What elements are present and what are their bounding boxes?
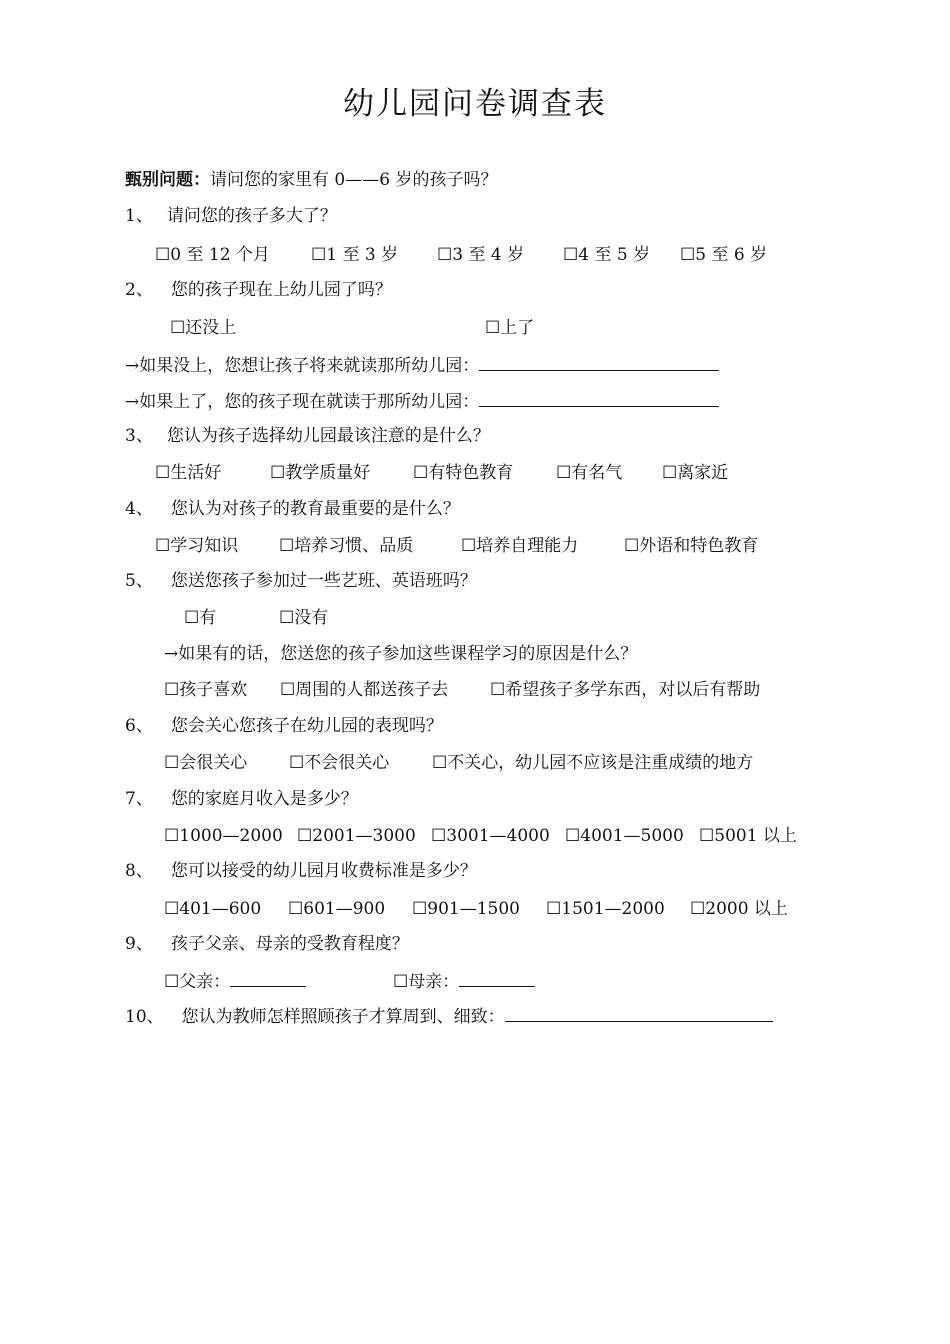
option-label: 孩子喜欢: [179, 680, 248, 700]
question-2: [125, 277, 392, 303]
option-label: 4 至 5 岁: [578, 245, 651, 265]
q2-option-2[interactable]: [485, 315, 534, 341]
checkbox-icon[interactable]: ☐: [311, 245, 327, 265]
option-label: 有名气: [571, 463, 623, 483]
answer-blank[interactable]: [459, 968, 535, 987]
q3-option-1[interactable]: [155, 460, 221, 486]
q1-option-3[interactable]: [437, 242, 524, 268]
option-label: 0 至 12 个月: [170, 245, 270, 265]
checkbox-icon[interactable]: ☐: [289, 753, 305, 773]
option-label: 2000 以上: [705, 899, 788, 919]
screening-text: 请问您的家里有 0——6 岁的孩子吗？: [210, 170, 498, 190]
option-label: 401—600: [179, 899, 262, 919]
q8-option-3[interactable]: [412, 896, 520, 922]
question-text: 您的孩子现在上幼儿园了吗？: [170, 280, 392, 300]
option-label: 有: [199, 608, 217, 628]
checkbox-icon[interactable]: ☐: [164, 680, 180, 700]
q4-option-1[interactable]: [155, 533, 238, 559]
q4-option-2[interactable]: [279, 533, 413, 559]
q1-option-1[interactable]: [155, 242, 270, 268]
q8-option-1[interactable]: [164, 896, 261, 922]
question-4: [125, 496, 460, 522]
checkbox-icon[interactable]: ☐: [170, 318, 186, 338]
question-7: [125, 786, 358, 812]
checkbox-icon[interactable]: ☐: [431, 826, 447, 846]
option-label: 外语和特色教育: [639, 536, 759, 556]
question-number: 4、: [125, 499, 153, 519]
option-label: 601—900: [303, 899, 386, 919]
q6-option-2[interactable]: [289, 750, 389, 776]
option-label: 上了: [500, 318, 535, 338]
q8-option-2[interactable]: [288, 896, 385, 922]
question-text: 您送您孩子参加过一些艺班、英语班吗？: [170, 571, 477, 591]
question-number: 10、: [125, 1007, 164, 1027]
question-9: [125, 931, 409, 957]
checkbox-icon[interactable]: ☐: [155, 463, 171, 483]
q1-option-2[interactable]: [311, 242, 398, 268]
q3-option-2[interactable]: [270, 460, 370, 486]
arrow-icon: →: [125, 356, 140, 376]
q1-option-5[interactable]: [680, 242, 767, 268]
question-5: [125, 568, 477, 594]
checkbox-icon[interactable]: ☐: [288, 899, 304, 919]
question-number: 1、: [125, 206, 153, 226]
checkbox-icon[interactable]: ☐: [565, 826, 581, 846]
question-text: 您会关心您孩子在幼儿园的表现吗？: [170, 716, 443, 736]
option-label: 不会很关心: [304, 753, 390, 773]
question-number: 7、: [125, 789, 153, 809]
followup-text: 如果上了，您的孩子现在就读于那所幼儿园：: [139, 392, 480, 412]
checkbox-icon[interactable]: ☐: [297, 826, 313, 846]
option-label: 希望孩子多学东西，对以后有帮助: [505, 680, 761, 700]
checkbox-icon[interactable]: ☐: [699, 826, 715, 846]
option-label: 5001 以上: [714, 826, 797, 846]
checkbox-icon[interactable]: ☐: [155, 245, 171, 265]
option-label: 1000—2000: [179, 826, 283, 846]
q8-option-5[interactable]: [690, 896, 788, 922]
option-label: 3001—4000: [446, 826, 550, 846]
option-label: 会很关心: [179, 753, 248, 773]
q3-option-5[interactable]: [662, 460, 728, 486]
option-label: 5 至 6 岁: [695, 245, 768, 265]
option-label: 生活好: [170, 463, 222, 483]
question-1: [125, 203, 337, 229]
q3-option-3[interactable]: [413, 460, 513, 486]
option-label: 母亲：: [408, 972, 460, 992]
option-label: 没有: [294, 608, 329, 628]
option-label: 1501—2000: [561, 899, 665, 919]
question-text: 您认为教师怎样照顾孩子才算周到、细致：: [181, 1007, 505, 1027]
option-label: 不关心，幼儿园不应该是注重成绩的地方: [447, 753, 754, 773]
answer-blank[interactable]: [479, 352, 719, 371]
question-number: 5、: [125, 571, 153, 591]
arrow-icon: →: [125, 392, 140, 412]
checkbox-icon[interactable]: ☐: [184, 608, 200, 628]
option-label: 2001—3000: [312, 826, 416, 846]
checkbox-icon[interactable]: ☐: [280, 680, 296, 700]
question-6: [125, 713, 443, 739]
option-label: 4001—5000: [580, 826, 684, 846]
question-text: 您可以接受的幼儿园月收费标准是多少？: [170, 861, 477, 881]
checkbox-icon[interactable]: ☐: [279, 536, 295, 556]
checkbox-icon[interactable]: ☐: [680, 245, 696, 265]
question-3: [125, 423, 490, 449]
option-label: 901—1500: [427, 899, 520, 919]
q7-option-3[interactable]: [431, 823, 550, 849]
checkbox-icon[interactable]: ☐: [556, 463, 572, 483]
answer-blank[interactable]: [230, 968, 306, 987]
q7-option-1[interactable]: [164, 823, 283, 849]
checkbox-icon[interactable]: ☐: [563, 245, 579, 265]
q5-followup: [164, 641, 637, 667]
checkbox-icon[interactable]: ☐: [432, 753, 448, 773]
option-label: 培养自理能力: [476, 536, 579, 556]
question-text: 孩子父亲、母亲的受教育程度？: [170, 934, 409, 954]
followup-text: 如果有的话，您送您的孩子参加这些课程学习的原因是什么？: [178, 644, 638, 664]
option-label: 培养习惯、品质: [294, 536, 414, 556]
checkbox-icon[interactable]: ☐: [164, 899, 180, 919]
q8-option-4[interactable]: [546, 896, 665, 922]
q5-option-2[interactable]: [279, 605, 328, 631]
q9-mother[interactable]: [393, 968, 535, 995]
q3-option-4[interactable]: [556, 460, 622, 486]
q5-followup-option-3[interactable]: [490, 677, 760, 703]
followup-text: 如果没上，您想让孩子将来就读那所幼儿园：: [139, 356, 480, 376]
question-number: 8、: [125, 861, 153, 881]
q2-followup-enrolled: [125, 388, 719, 415]
checkbox-icon[interactable]: ☐: [164, 753, 180, 773]
question-text: 您认为对孩子的教育最重要的是什么？: [170, 499, 460, 519]
option-label: 1 至 3 岁: [326, 245, 399, 265]
option-label: 有特色教育: [428, 463, 514, 483]
screening-label: 甄别问题：: [125, 170, 210, 190]
q4-option-4[interactable]: [624, 533, 758, 559]
option-label: 3 至 4 岁: [452, 245, 525, 265]
checkbox-icon[interactable]: ☐: [437, 245, 453, 265]
q5-option-1[interactable]: [184, 605, 216, 631]
option-label: 学习知识: [170, 536, 239, 556]
answer-blank[interactable]: [505, 1003, 773, 1022]
q2-option-1[interactable]: [170, 315, 236, 341]
q9-father[interactable]: [164, 968, 306, 995]
checkbox-icon[interactable]: ☐: [279, 608, 295, 628]
question-number: 6、: [125, 716, 153, 736]
checkbox-icon[interactable]: ☐: [485, 318, 501, 338]
q5-followup-option-2[interactable]: [280, 677, 448, 703]
question-8: [125, 858, 477, 884]
checkbox-icon[interactable]: ☐: [412, 899, 428, 919]
checkbox-icon[interactable]: ☐: [690, 899, 706, 919]
arrow-icon: →: [164, 644, 179, 664]
q7-option-4[interactable]: [565, 823, 684, 849]
q6-option-3[interactable]: [432, 750, 753, 776]
checkbox-icon[interactable]: ☐: [413, 463, 429, 483]
question-text: 请问您的孩子多大了？: [166, 206, 337, 226]
checkbox-icon[interactable]: ☐: [461, 536, 477, 556]
checkbox-icon[interactable]: ☐: [155, 536, 171, 556]
q5-followup-option-1[interactable]: [164, 677, 247, 703]
answer-blank[interactable]: [479, 388, 719, 407]
q7-option-2[interactable]: [297, 823, 416, 849]
checkbox-icon[interactable]: ☐: [164, 826, 180, 846]
page-title: 幼儿园问卷调查表: [343, 86, 607, 122]
option-label: 还没上: [185, 318, 237, 338]
option-label: 教学质量好: [285, 463, 371, 483]
checkbox-icon[interactable]: ☐: [490, 680, 506, 700]
option-label: 周围的人都送孩子去: [295, 680, 449, 700]
screening-question: [125, 167, 497, 193]
q1-option-4[interactable]: [563, 242, 650, 268]
q6-option-1[interactable]: [164, 750, 247, 776]
q2-followup-not-enrolled: [125, 352, 719, 379]
checkbox-icon[interactable]: ☐: [662, 463, 678, 483]
question-number: 9、: [125, 934, 153, 954]
question-10: [125, 1003, 773, 1030]
checkbox-icon[interactable]: ☐: [546, 899, 562, 919]
question-number: 2、: [125, 280, 153, 300]
q4-option-3[interactable]: [461, 533, 578, 559]
checkbox-icon[interactable]: ☐: [164, 972, 180, 992]
question-text: 您认为孩子选择幼儿园最该注意的是什么？: [166, 426, 490, 446]
option-label: 离家近: [677, 463, 729, 483]
checkbox-icon[interactable]: ☐: [624, 536, 640, 556]
q7-option-5[interactable]: [699, 823, 797, 849]
checkbox-icon[interactable]: ☐: [393, 972, 409, 992]
question-text: 您的家庭月收入是多少？: [170, 789, 358, 809]
checkbox-icon[interactable]: ☐: [270, 463, 286, 483]
question-number: 3、: [125, 426, 153, 446]
option-label: 父亲：: [179, 972, 231, 992]
